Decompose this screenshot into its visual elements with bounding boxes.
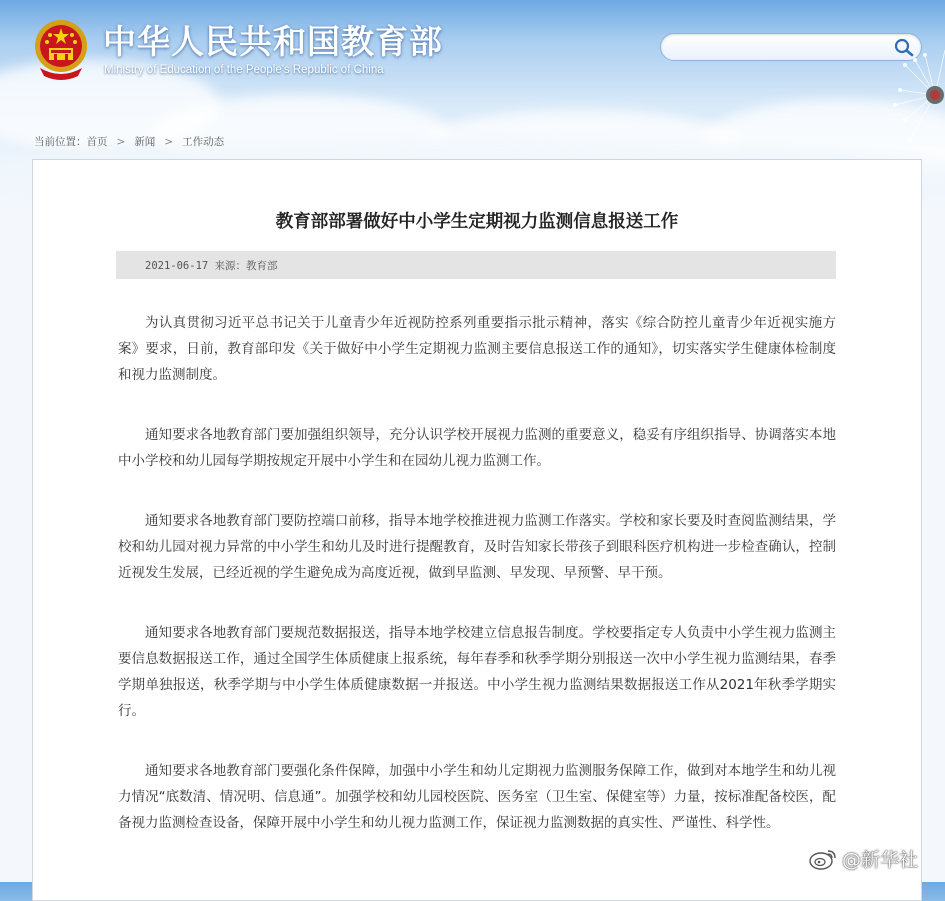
article-paragraph: 通知要求各地教育部门要规范数据报送，指导本地学校建立信息报告制度。学校要指定专人负责中小学生视力监测主要信息数据报送工作，通过全国学生体质健康上报系统，每年春季和秋季学期分别报送一次中小学生视力监测结果，春季学期单独报送，秋季学期与中小学生体质健康数据一并报送。中小学生视力监测结果数据报送工作从2021年秋季学期实行。 [118, 625, 836, 719]
breadcrumb-separator: > [116, 136, 126, 148]
article-title: 教育部部署做好中小学生定期视力监测信息报送工作 [275, 212, 679, 232]
national-emblem-icon [32, 18, 90, 82]
article-paragraph: 通知要求各地教育部门要防控端口前移，指导本地学校推进视力监测工作落实。学校和家长要及时查阅监测结果，学校和幼儿园对视力异常的中小学生和幼儿及时进行提醒教育，及时告知家长带孩子到眼科医疗机构进一步检查确认，控制近视发生发展，已经近视的学生避免成为高度近视，做到早监测、早发现、早预警、早干预。 [118, 513, 836, 581]
article-meta-bar [116, 251, 836, 279]
breadcrumb-separator: > [164, 136, 174, 148]
site-subtitle: Ministry of Education of the People's Republic of China [104, 64, 384, 76]
breadcrumb [34, 134, 224, 149]
dandelion-decoration-icon [850, 20, 945, 150]
article-paragraph: 通知要求各地教育部门要加强组织领导，充分认识学校开展视力监测的重要意义，稳妥有序组织指导、协调落实本地中小学校和幼儿园每学期按规定开展中小学生和在园幼儿视力监测工作。 [118, 427, 836, 469]
article-container [32, 159, 922, 901]
breadcrumb-work-news-link[interactable]: 工作动态 [182, 136, 225, 148]
site-title[interactable]: 中华人民共和国教育部 [103, 22, 443, 61]
article-body [118, 310, 836, 870]
watermark-text: @新华社 [842, 849, 919, 871]
weibo-icon [808, 848, 838, 870]
breadcrumb-home-link[interactable]: 首页 [86, 136, 108, 148]
breadcrumb-label: 当前位置： [34, 136, 87, 148]
article-meta: 2021-06-17 来源：教育部 [145, 260, 278, 272]
article-paragraph: 通知要求各地教育部门要强化条件保障，加强中小学生和幼儿定期视力监测服务保障工作，做到对本地学生和幼儿视力情况“底数清、情况明、信息通”。加强学校和幼儿园校医院、医务室（卫生室、保健室等）力量，按标准配备校医，配备视力监测检查设备，保障开展中小学生和幼儿视力监测工作，保证视力监测数据的真实性、严谨性、科学性。 [118, 763, 836, 831]
article-paragraph: 为认真贯彻习近平总书记关于儿童青少年近视防控系列重要指示批示精神，落实《综合防控儿童青少年近视实施方案》要求，日前，教育部印发《关于做好中小学生定期视力监测主要信息报送工作的通知》，切实落实学生健康体检制度和视力监测制度。 [118, 315, 836, 383]
breadcrumb-news-link[interactable]: 新闻 [134, 136, 156, 148]
